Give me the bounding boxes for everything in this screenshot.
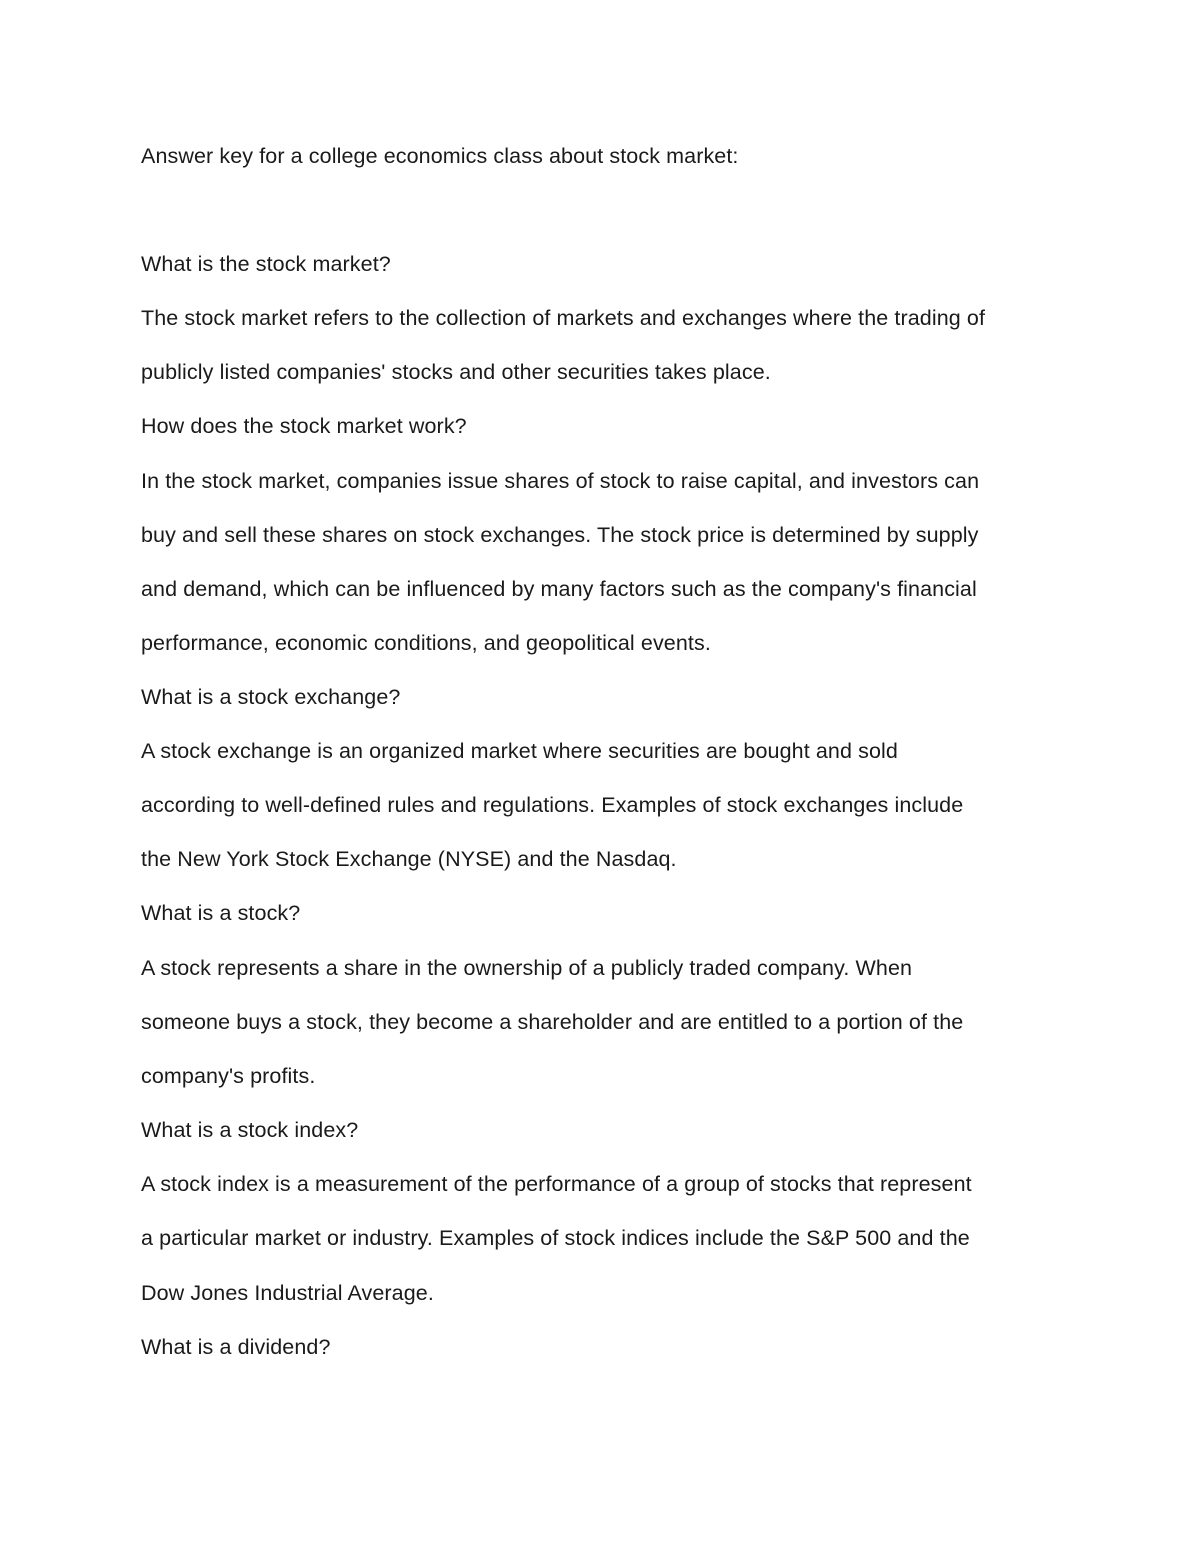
answer-line: someone buys a stock, they become a shareholder and are entitled to a portion of the: [141, 1010, 964, 1034]
question-stock-exchange: What is a stock exchange?: [141, 685, 401, 709]
answer-line: publicly listed companies' stocks and other securities takes place.: [141, 360, 771, 384]
answer-line: Dow Jones Industrial Average.: [141, 1281, 434, 1305]
answer-line: company's profits.: [141, 1064, 316, 1088]
answer-line: A stock represents a share in the ownership of a publicly traded company. When: [141, 956, 913, 980]
answer-line: the New York Stock Exchange (NYSE) and the Nasdaq.: [141, 847, 677, 871]
question-stock-market: What is the stock market?: [141, 252, 391, 276]
answer-line: performance, economic conditions, and geopolitical events.: [141, 631, 711, 655]
answer-line: buy and sell these shares on stock exchanges. The stock price is determined by supply: [141, 523, 979, 547]
document-title: Answer key for a college economics class about stock market:: [141, 144, 739, 168]
answer-line: a particular market or industry. Examples of stock indices include the S&P 500 and the: [141, 1226, 970, 1250]
question-dividend: What is a dividend?: [141, 1335, 331, 1359]
answer-line: The stock market refers to the collection of markets and exchanges where the trading of: [141, 306, 986, 330]
answer-line: and demand, which can be influenced by many factors such as the company's financial: [141, 577, 977, 601]
answer-line: according to well-defined rules and regulations. Examples of stock exchanges include: [141, 793, 964, 817]
answer-line: In the stock market, companies issue shares of stock to raise capital, and investors can: [141, 469, 980, 493]
answer-line: A stock index is a measurement of the performance of a group of stocks that represent: [141, 1172, 972, 1196]
question-stock: What is a stock?: [141, 901, 301, 925]
answer-line: A stock exchange is an organized market where securities are bought and sold: [141, 739, 898, 763]
question-stock-index: What is a stock index?: [141, 1118, 359, 1142]
question-how-market-works: How does the stock market work?: [141, 414, 467, 438]
